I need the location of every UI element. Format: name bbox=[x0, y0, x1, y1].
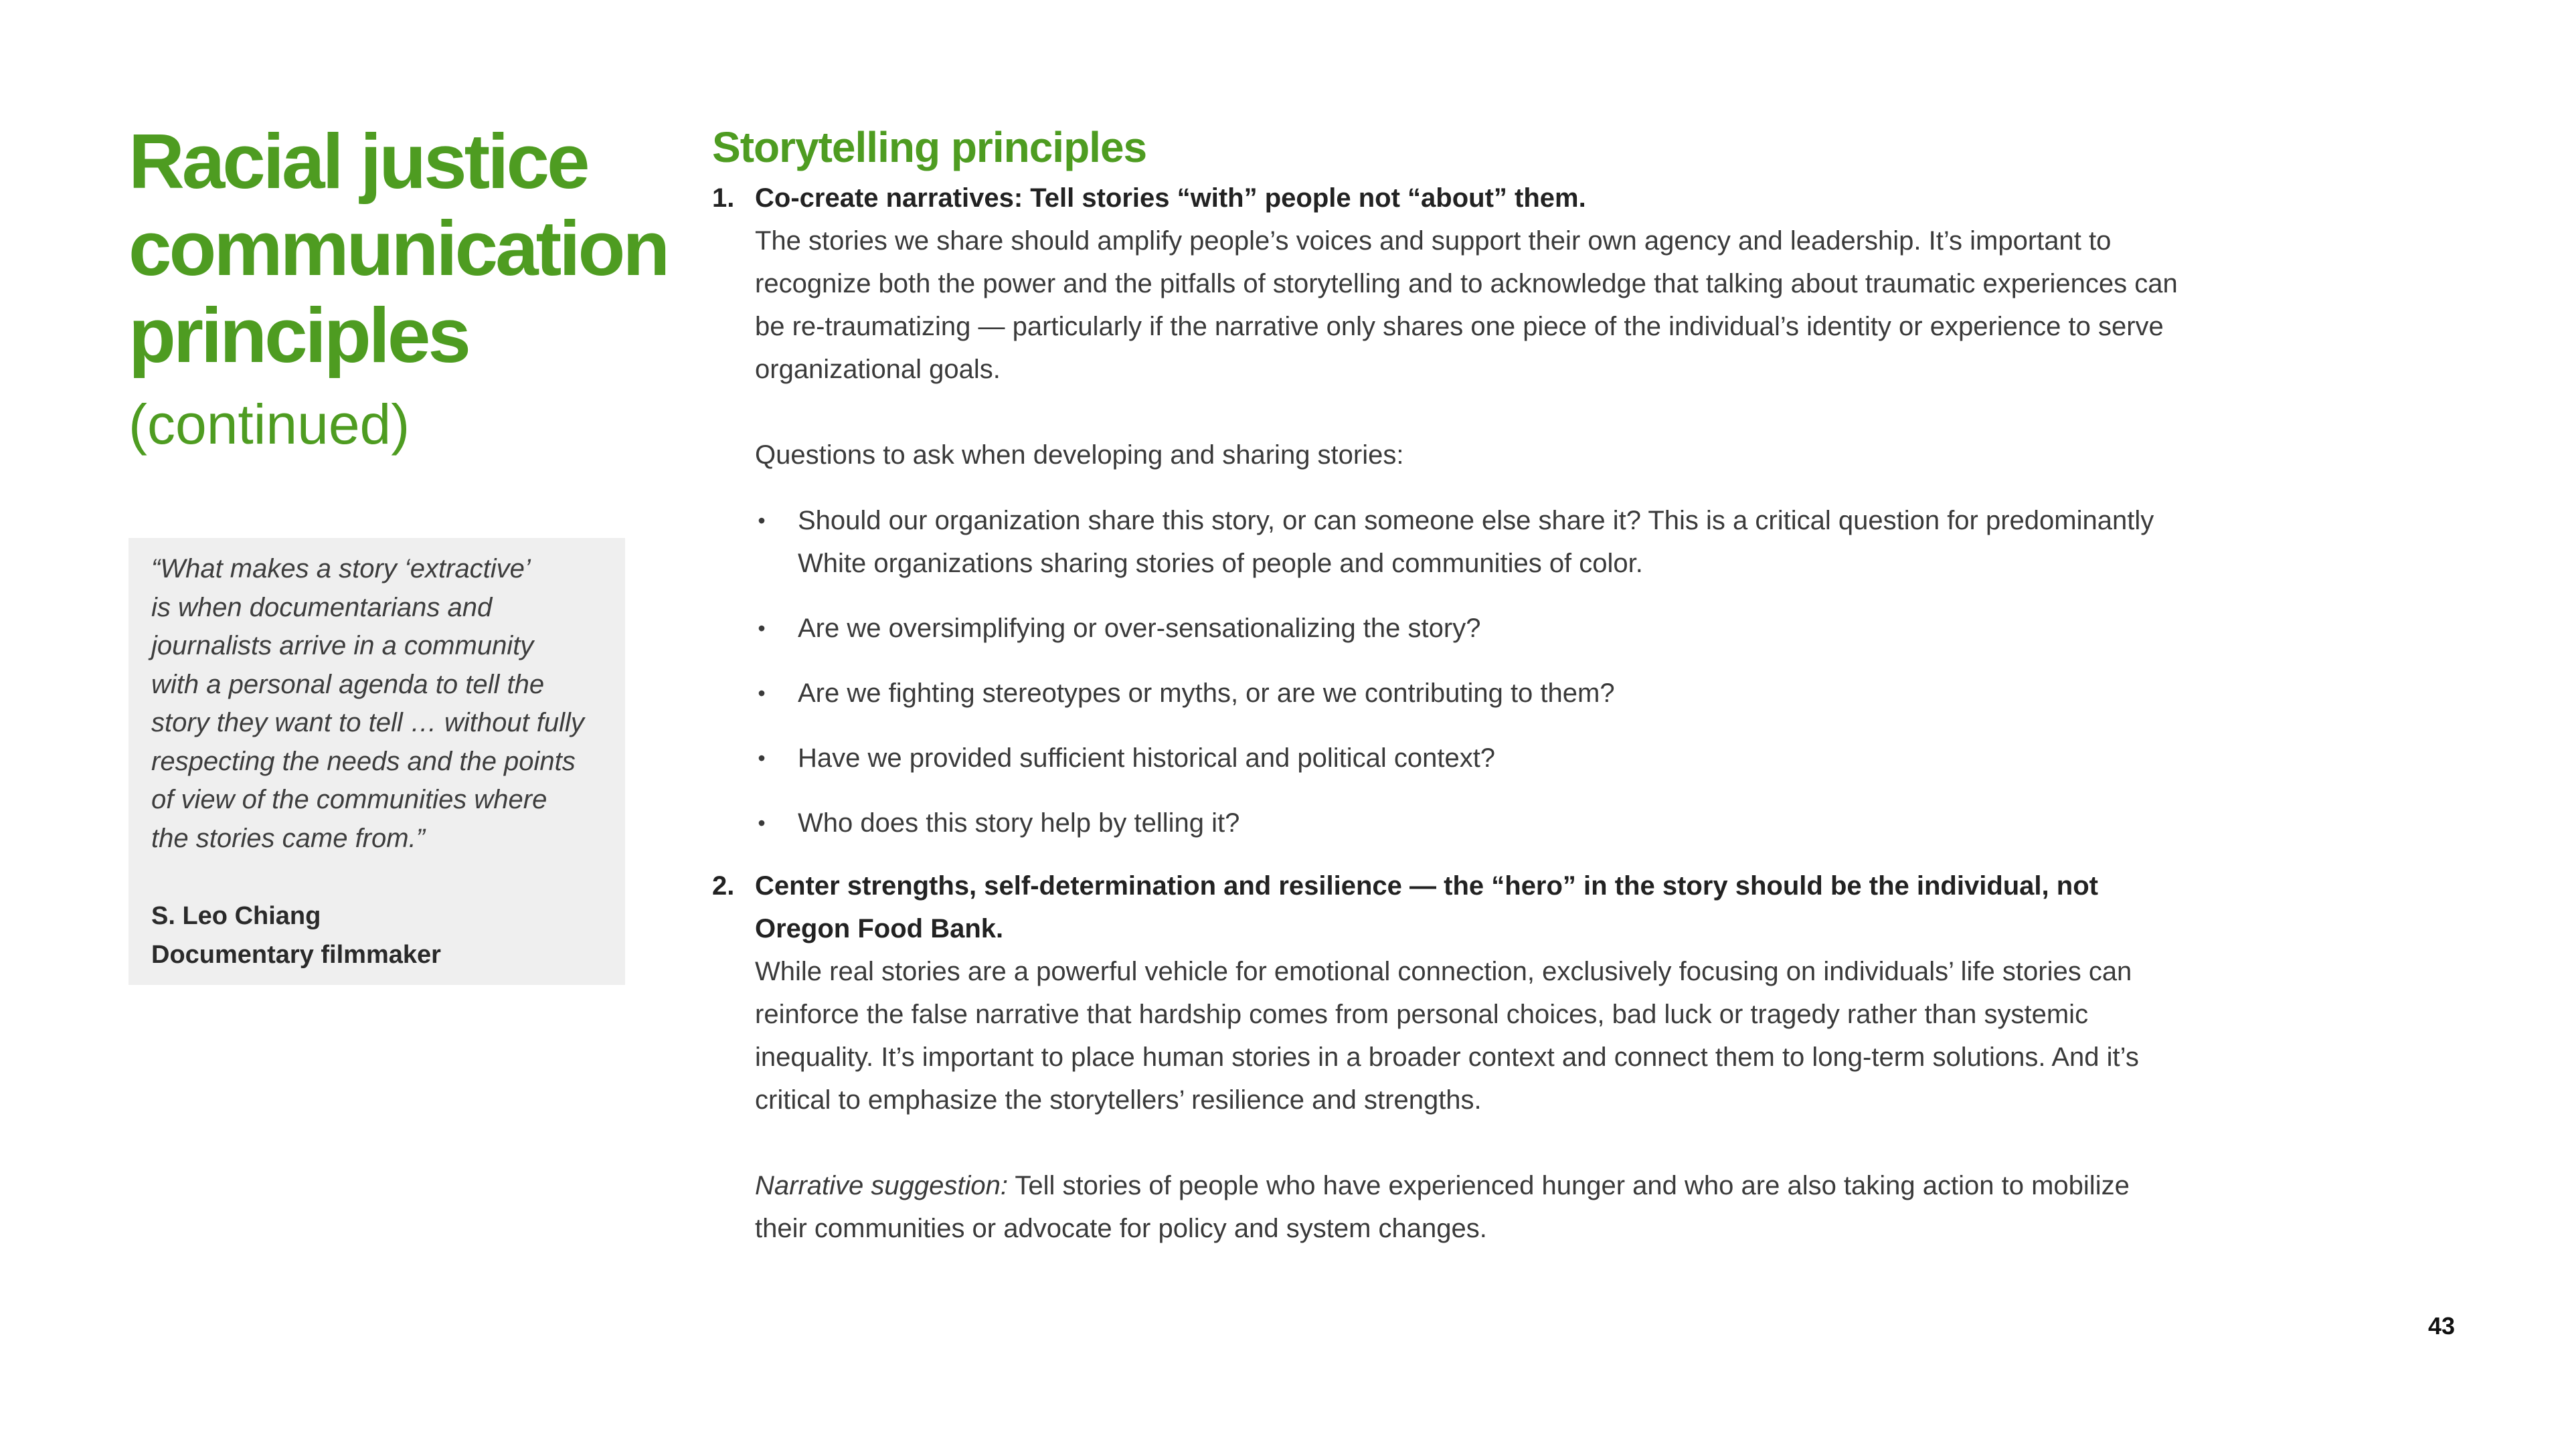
questions-intro: Questions to ask when developing and sharing stories: bbox=[755, 440, 1404, 470]
list-item-text: Have we provided sufficient historical and political context? bbox=[798, 743, 1496, 773]
page-subtitle: (continued) bbox=[128, 393, 410, 456]
list-item bbox=[755, 607, 2184, 650]
principle-body: While real stories are a powerful vehicle for emotional connection, exclusively focusing on individuals’ life stories can reinforce the false narrative that hardship comes from personal choices, bad luck or tragedy rather than systemic inequality. It’s important to place human stories in a broader context and connect them to long-term solutions. And it’s critical to emphasize the storytellers’ resilience and strengths. bbox=[755, 957, 2139, 1115]
bullet-icon: • bbox=[758, 616, 766, 640]
list-item bbox=[755, 499, 2184, 585]
left-column bbox=[128, 118, 677, 458]
pull-quote-text: “What makes a story ‘extractive’ is when documentarians and journalists arrive in a community with a personal agenda to tell the story they want to tell … without fully respecting the needs and the points of view of the communities where the stories came from.” bbox=[151, 554, 584, 853]
principle-heading: Co-create narratives: Tell stories “with” people not “about” them. bbox=[755, 183, 1586, 213]
page-title: Racial justice communication principles bbox=[128, 118, 668, 379]
main-content bbox=[712, 118, 2184, 1250]
narrative-suggestion bbox=[755, 1164, 2184, 1250]
principle-1 bbox=[712, 177, 2184, 844]
principle-2 bbox=[712, 864, 2184, 1250]
questions-list bbox=[755, 499, 2184, 844]
list-item-text: Should our organization share this story, or can someone else share it? This is a critical question for predominantly White organizations sharing stories of people and communities of color. bbox=[798, 506, 2154, 578]
page-number: 43 bbox=[2427, 1312, 2455, 1340]
narrative-suggestion-text: Tell stories of people who have experienced hunger and who are also taking action to mobilize their communities or advocate for policy and system changes. bbox=[755, 1171, 2130, 1243]
principle-number: 2. bbox=[712, 871, 735, 901]
principle-number: 1. bbox=[712, 183, 735, 213]
list-item bbox=[755, 672, 2184, 715]
quote-author: S. Leo Chiang bbox=[151, 902, 321, 930]
pull-quote-box bbox=[128, 538, 625, 985]
principle-heading: Center strengths, self-determination and resilience — the “hero” in the story should be the individual, not Oregon Food Bank. bbox=[755, 871, 2098, 943]
quote-author-role: Documentary filmmaker bbox=[151, 941, 441, 969]
list-item-text: Are we fighting stereotypes or myths, or are we contributing to them? bbox=[798, 678, 1615, 708]
bullet-icon: • bbox=[758, 746, 766, 770]
bullet-icon: • bbox=[758, 509, 766, 533]
bullet-icon: • bbox=[758, 681, 766, 705]
list-item-text: Who does this story help by telling it? bbox=[798, 808, 1240, 838]
section-heading: Storytelling principles bbox=[712, 123, 1147, 171]
bullet-icon: • bbox=[758, 811, 766, 835]
list-item-text: Are we oversimplifying or over-sensationalizing the story? bbox=[798, 614, 1481, 643]
principle-body: The stories we share should amplify people’s voices and support their own agency and leadership. It’s important to recognize both the power and the pitfalls of storytelling and to acknowledge that talking about traumatic experiences can be re-traumatizing — particularly if the narrative only shares one piece of the individual’s identity or experience to serve organizational goals. bbox=[755, 226, 2178, 384]
list-item bbox=[755, 802, 2184, 844]
narrative-suggestion-label: Narrative suggestion: bbox=[755, 1171, 1008, 1200]
list-item bbox=[755, 737, 2184, 780]
